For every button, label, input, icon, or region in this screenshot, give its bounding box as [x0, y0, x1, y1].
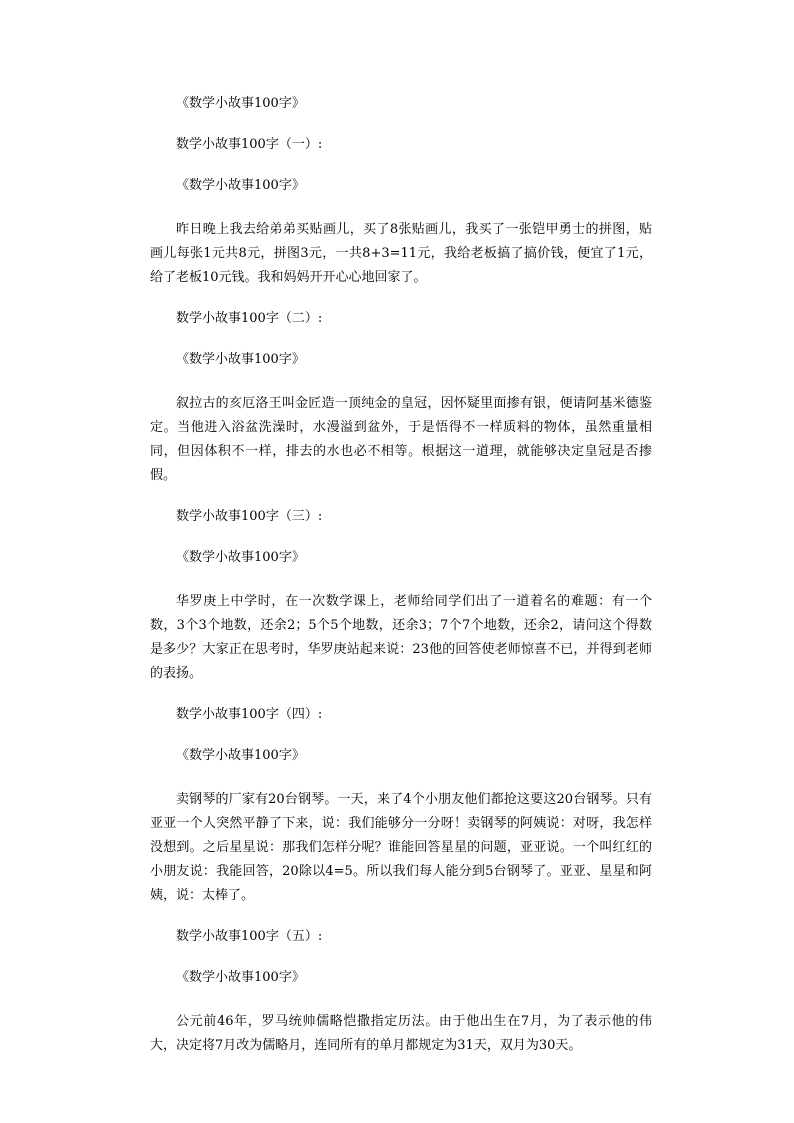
- section-2-body: 叙拉古的亥厄洛王叫金匠造一顶纯金的皇冠，因怀疑里面掺有银，便请阿基米德鉴定。当他进入浴盆洗澡时，水漫溢到盆外，于是悟得不一样质料的物体，虽然重量相同，但因体积不一样，排去的水也必不相等。根据这一道理，就能够决定皇冠是否掺假。: [150, 396, 652, 483]
- document-title: 《数学小故事100字》: [176, 96, 305, 111]
- section-2-heading: 数学小故事100字（二）:: [176, 311, 323, 326]
- section-5-heading: 数学小故事100字（五）:: [176, 929, 323, 944]
- section-4-body: 卖钢琴的厂家有20台钢琴。一天，来了4个小朋友他们都抢这要这20台钢琴。只有亚亚一个人突然平静了下来，说：我们能够分一分呀！卖钢琴的阿姨说：对呀，我怎样没想到。之后星星说：那我们怎样分呢？谁能回答星星的问题，亚亚说。一个叫红红的小朋友说：我能回答，20除以4=5。所以我们每人能分到5台钢琴了。亚亚、星星和阿姨，说：太棒了。: [150, 792, 652, 903]
- section-1-body: 昨日晚上我去给弟弟买贴画儿，买了8张贴画儿，我买了一张铠甲勇士的拼图，贴画儿每张1元共8元，拼图3元，一共8+3=11元，我给老板搞了搞价钱，便宜了1元，给了老板10元钱。我和妈妈开开心心地回家了。: [150, 222, 652, 285]
- section-1-heading: 数学小故事100字（一）:: [176, 137, 323, 152]
- section-2-subtitle: 《数学小故事100字》: [176, 352, 305, 367]
- section-3-heading: 数学小故事100字（三）:: [176, 509, 323, 524]
- section-5-body: 公元前46年，罗马统帅儒略恺撒指定历法。由于他出生在7月，为了表示他的伟大，决定将7月改为儒略月，连同所有的单月都规定为31天，双月为30天。: [150, 1014, 652, 1053]
- section-5-subtitle: 《数学小故事100字》: [176, 970, 305, 985]
- document-page: [150, 92, 652, 1058]
- section-3-body: 华罗庚上中学时，在一次数学课上，老师给同学们出了一道着名的难题：有一个数，3个3个地数，还余2；5个5个地数，还余3；7个7个地数，还余2，请问这个得数是多少？大家正在思考时，华罗庚站起来说：23他的回答使老师惊喜不已，并得到老师的表扬。: [150, 594, 652, 681]
- section-4-subtitle: 《数学小故事100字》: [176, 748, 305, 763]
- section-3-subtitle: 《数学小故事100字》: [176, 550, 305, 565]
- section-4-heading: 数学小故事100字（四）:: [176, 707, 323, 722]
- section-1-subtitle: 《数学小故事100字》: [176, 178, 305, 193]
